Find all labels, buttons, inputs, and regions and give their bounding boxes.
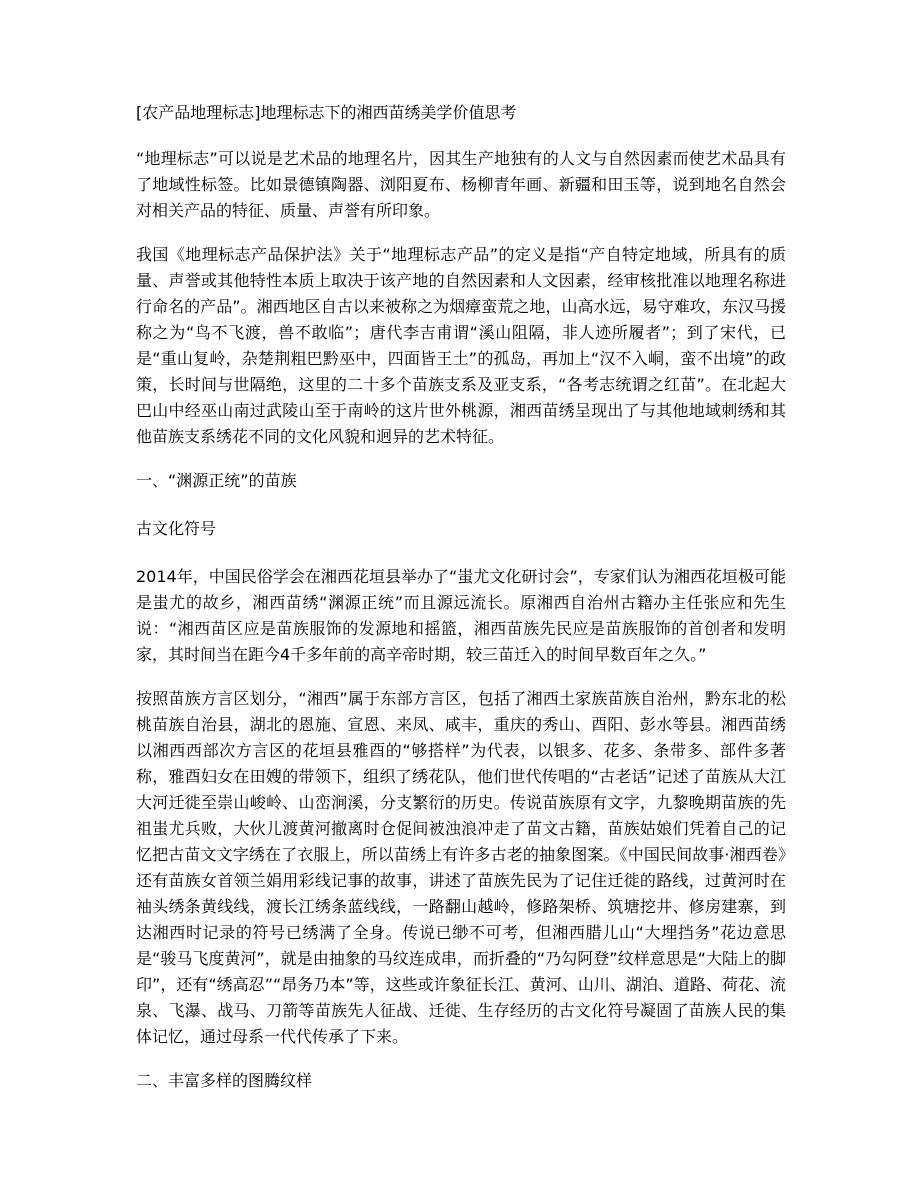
paragraph-definition: 我国《地理标志产品保护法》关于“地理标志产品”的定义是指“产自特定地域，所具有的质量、声誉或其他特性本质上取决于该产地的自然因素和人文因素，经审核批准以地理名称进行命名的产品”。湘西地区自古以来被称之为烟瘴蛮荒之地，山高水远，易守难攻，东汉马援称之为“鸟不飞渡，兽不敢临”；唐代李吉甫谓“溪山阻隔，非人迹所履者”；到了宋代，已是“重山复岭，杂楚荆粗巴黔巫中，四面皆王土”的孤岛，再加上“汉不入峒，蛮不出境”的政策，长时间与世隔绝，这里的二十多个苗族支系及亚支系，“各考志统谓之红苗”。在北起大巴山中经巫山南过武陵山至于南岭的这片世外桃源，湘西苗绣呈现出了与其他地域刺绣和其他苗族支系绣花不同的文化风貌和迥异的艺术特征。	[136, 245, 786, 446]
section-heading-1: 一、“渊源正统”的苗族	[136, 471, 297, 490]
document-title: [农产品地理标志]地理标志下的湘西苗绣美学价值思考	[136, 103, 517, 122]
subsection-heading-1: 古文化符号	[136, 519, 217, 538]
paragraph-dialect: 按照苗族方言区划分，“湘西”属于东部方言区，包括了湘西土家族苗族自治州，黔东北的松桃苗族自治县，湖北的恩施、宣恩、来凤、咸丰，重庆的秀山、酉阳、彭水等县。湘西苗绣以湘西西部次方言区的花垣县雅酉的“够搭样”为代表，以银多、花多、条带多、部件多著称，雅酉妇女在田嫂的带领下，组织了绣花队，他们世代传唱的“古老话”记述了苗族从大江大河迁徙至崇山峻岭、山峦涧溪，分支繁衍的历史。传说苗族原有文字，九黎晚期苗族的先祖蚩尤兵败，大伙儿渡黄河撤离时仓促间被浊浪冲走了苗文古籍，苗族姑娘们凭着自己的记忆把古苗文文字绣在了衣服上，所以苗绣上有许多古老的抽象图案。《中国民间故事·湘西卷》还有苗族女首领兰娟用彩线记事的故事，讲述了苗族先民为了记住迁徙的路线，过黄河时在袖头绣条黄线线，渡长江绣条蓝线线，一路翻山越岭，修路架桥、筑塘挖井、修房建寨，到达湘西时记录的符号已绣满了全身。传说已缈不可考，但湘西腊儿山“大埋挡务”花边意思是“骏马飞度黄河”，就是由抽象的马纹连成串，而折叠的“乃勾阿登”纹样意思是“大陆上的脚印”，还有“绣高忍”“昂务乃本”等，这些或许象征长江、黄河、山川、湖泊、道路、荷花、流泉、飞瀑、战马、刀箭等苗族先人征战、迁徙、生存经历的古文化符号凝固了苗族人民的集体记忆，通过母系一代代传承了下来。	[136, 689, 786, 1046]
paragraph-origin: 2014年，中国民俗学会在湘西花垣县举办了“蚩尤文化研讨会”，专家们认为湘西花垣极可能是蚩尤的故乡，湘西苗绣“渊源正统”而且源远流长。原湘西自治州古籍办主任张应和先生说：“湘西苗区应是苗族服饰的发源地和摇篮，湘西苗族先民应是苗族服饰的首创者和发明家，其时间当在距今4千多年前的高辛帝时期，较三苗迁入的时间早数百年之久。”	[136, 567, 786, 664]
section-heading-2: 二、丰富多样的图腾纹样	[136, 1071, 313, 1090]
paragraph-intro: “地理标志”可以说是艺术品的地理名片，因其生产地独有的人文与自然因素而使艺术品具有了地域性标签。比如景德镇陶器、浏阳夏布、杨柳青年画、新疆和田玉等，说到地名自然会对相关产品的特征、质量、声誉有所印象。	[136, 149, 786, 220]
document-page	[136, 100, 786, 1116]
